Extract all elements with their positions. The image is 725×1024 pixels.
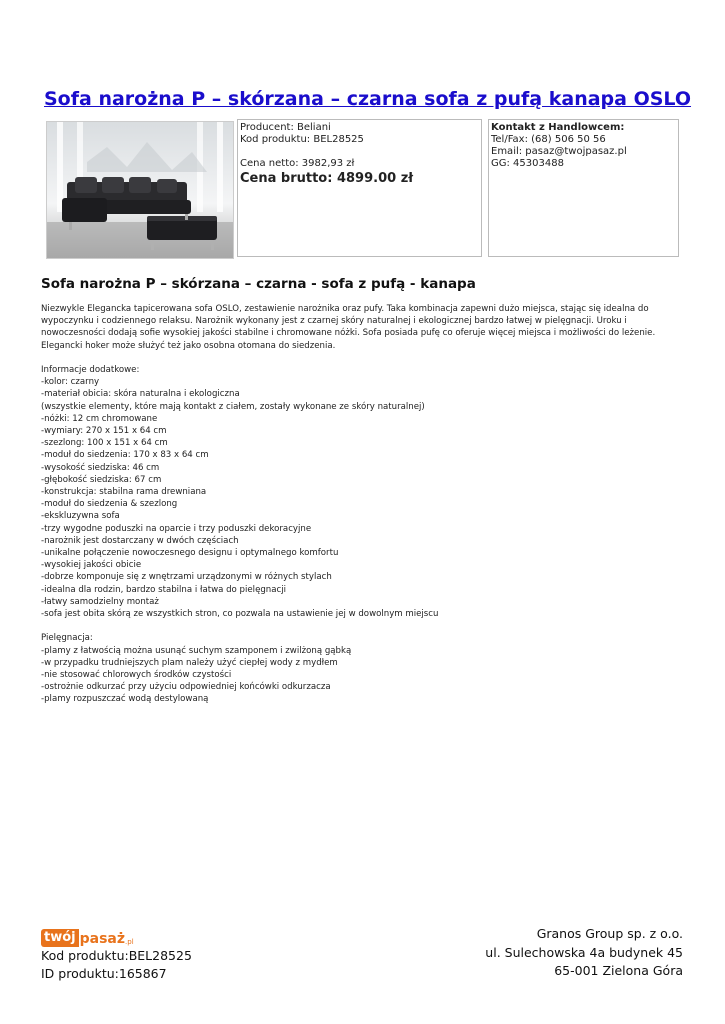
list-item: -ekskluzywna sofa: [41, 511, 120, 522]
list-item: -w przypadku trudniejszych plam należy użyć ciepłej wody z mydłem: [41, 657, 338, 668]
contact-box: [488, 119, 679, 257]
footer-product-code: Kod produktu:BEL28525: [41, 948, 192, 963]
list-item: -szezlong: 100 x 151 x 64 cm: [41, 438, 168, 449]
list-item: -nie stosować chlorowych środków czystości: [41, 670, 232, 681]
care-heading: Pielęgnacja:: [41, 633, 93, 644]
company-address: [485, 925, 683, 981]
list-item: -sofa jest obita skórą ze wszystkich stron, co pozwala na ustawienie jej w dowolnym miejscu: [41, 609, 439, 620]
description-text: Niezwykle Elegancka tapicerowana sofa OSLO, zestawienie narożnika oraz pufy. Taka kombinacja zapewni dużo miejsca, stając się idealna do wypoczynku i codziennego relaksu. Narożnik wykonany jest z czarnej skóry naturalnej i ekologicznej bardzo łatwej w pielęgnacji. Uroku i nowoczesności dodają sofie wysokiej jakości stabilne i chromowane nóżki. Sofa posiada pufę co oferuje więcej miejsca i możliwości do leżenie. Elegancki hoker może służyć też jako osobna otomana do siedzenia.: [41, 304, 656, 351]
footer-left: [41, 925, 192, 983]
twojpasaz-logo: [41, 925, 192, 947]
company-name: Granos Group sp. z o.o.: [536, 926, 683, 941]
list-item: -moduł do siedzenia & szezlong: [41, 499, 178, 510]
product-description: [41, 303, 686, 706]
logo-text: pasaż: [79, 931, 126, 947]
list-item: -idealna dla rodzin, bardzo stabilna i łatwa do pielęgnacji: [41, 584, 287, 595]
net-price: Cena netto: 3982,93 zł: [240, 158, 355, 169]
list-item: -nóżki: 12 cm chromowane: [41, 413, 158, 424]
list-item: -wymiary: 270 x 151 x 64 cm: [41, 426, 167, 437]
logo-badge: twój: [41, 929, 79, 947]
list-item: -plamy z łatwością można usunąć suchym szamponem i zwilżoną gąbką: [41, 645, 352, 656]
company-city: 65-001 Zielona Góra: [554, 963, 683, 978]
list-item: (wszystkie elementy, które mają kontakt z ciałem, zostały wykonane ze skóry naturalnej): [41, 401, 425, 412]
sofa-image: [47, 122, 233, 258]
list-item: -wysokiej jakości obicie: [41, 560, 142, 571]
list-item: -łatwy samodzielny montaż: [41, 596, 159, 607]
contact-gg: GG: 45303488: [491, 158, 564, 169]
list-item: -kolor: czarny: [41, 377, 100, 388]
list-item: -trzy wygodne poduszki na oparcie i trzy poduszki dekoracyjne: [41, 523, 312, 534]
list-item: -wysokość siedziska: 46 cm: [41, 462, 160, 473]
product-info-row: [44, 119, 680, 259]
info-list: [41, 376, 686, 620]
care-list: [41, 645, 686, 706]
info-heading: Informacje dodatkowe:: [41, 365, 140, 375]
list-item: -moduł do siedzenia: 170 x 83 x 64 cm: [41, 450, 209, 461]
product-details-box: [237, 119, 482, 257]
list-item: -narożnik jest dostarczany w dwóch częściach: [41, 535, 239, 546]
list-item: -plamy rozpuszczać wodą destylowaną: [41, 694, 209, 705]
gross-price: Cena brutto: 4899.00 zł: [240, 171, 414, 186]
product-code-label: Kod produktu: BEL28525: [240, 134, 364, 145]
list-item: -dobrze komponuje się z wnętrzami urządzonymi w różnych stylach: [41, 572, 332, 583]
list-item: -materiał obicia: skóra naturalna i ekologiczna: [41, 389, 240, 400]
list-item: -głębokość siedziska: 67 cm: [41, 474, 162, 485]
list-item: -unikalne połączenie nowoczesnego designu i optymalnego komfortu: [41, 548, 339, 559]
section-title: Sofa narożna P – skórzana – czarna - sofa z pufą - kanapa: [41, 276, 476, 292]
product-title[interactable]: Sofa narożna P – skórzana – czarna sofa z pufą kanapa OSLO: [44, 88, 692, 110]
footer-product-id: ID produktu:165867: [41, 966, 167, 981]
list-item: -ostrożnie odkurzać przy użyciu odpowiedniej końcówki odkurzacza: [41, 682, 331, 693]
contact-phone: Tel/Fax: (68) 506 50 56: [491, 134, 606, 145]
company-street: ul. Sulechowska 4a budynek 45: [485, 944, 683, 960]
contact-heading: Kontakt z Handlowcem:: [491, 122, 625, 133]
producer-label: Producent: Beliani: [240, 122, 331, 133]
contact-email: Email: pasaz@twojpasaz.pl: [491, 146, 627, 157]
product-photo: [46, 121, 234, 259]
logo-suffix: .pl: [125, 938, 134, 946]
list-item: -konstrukcja: stabilna rama drewniana: [41, 487, 207, 498]
